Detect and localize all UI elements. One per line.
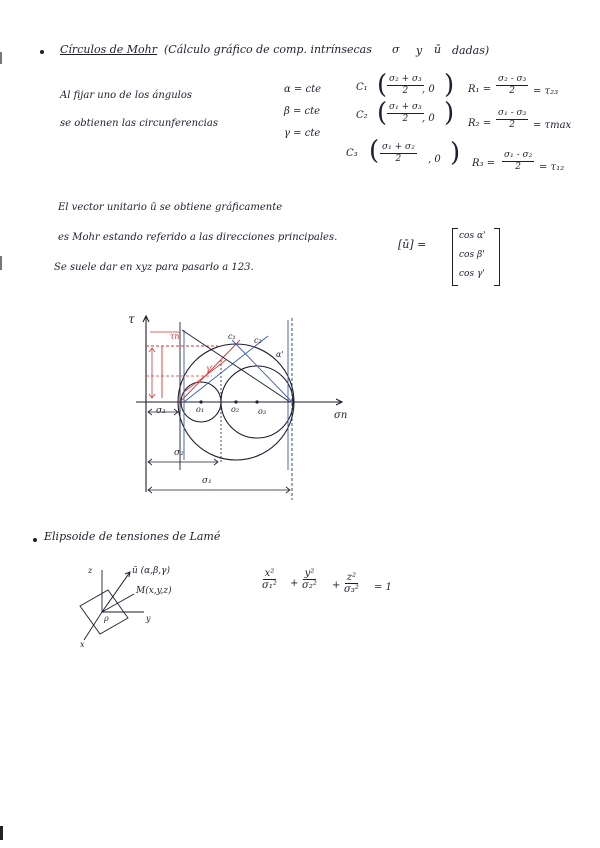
para2-line3: Se suele dar en xyz para pasarlo a 123. [54, 262, 254, 273]
matrix-entry-1: cos α' [459, 231, 486, 241]
frac-num: σ₂ - σ₃ [498, 74, 527, 84]
position-line [102, 594, 134, 612]
matrix-entry-3: cos γ' [459, 269, 485, 279]
label-c1: c₁ [228, 332, 236, 341]
para2-line2: es Mohr estando referido a las direcciones principales. [58, 232, 338, 243]
frac-den: 2 [402, 114, 409, 124]
frac-num: σ₁ + σ₂ [382, 142, 415, 152]
angle-gamma: γ = cte [284, 128, 321, 139]
frac-num: σ₂ + σ₃ [389, 74, 422, 84]
circle-radius-name-c1: R₁ = [468, 84, 492, 95]
circle-center-tail-c2: , 0 [422, 113, 435, 124]
eq-plus: + [290, 578, 299, 589]
sketch-z-label: z [88, 566, 93, 575]
sketch-rho-label: ρ [104, 614, 109, 623]
para1-line1: Al fijar uno de los ángulos [60, 90, 192, 101]
eq-term-y [302, 568, 317, 591]
frac-den: 2 [515, 162, 521, 172]
frac-num: z² [346, 572, 357, 583]
label-tau-n: τn [170, 332, 180, 341]
circle-radius-eq-c2: = τmax [533, 120, 572, 131]
frac-den: σ₂² [302, 580, 317, 591]
sketch-m-label: M(x,y,z) [136, 586, 172, 596]
label-c2: c₂ [254, 336, 262, 345]
circle-label-c2: C₂ [356, 110, 368, 121]
frac-den: 2 [402, 86, 409, 96]
sigma-axis-label: σn [334, 410, 348, 421]
circle-label-c1: C₁ [356, 82, 368, 93]
label-alpha: α' [276, 350, 284, 359]
frac-den: σ₁² [262, 580, 277, 591]
circle-radius-name-c3: R₃ = [472, 158, 496, 169]
label-sigma2: σ₂ [174, 448, 184, 458]
para1-line2: se obtienen las circunferencias [60, 118, 218, 129]
sketch-x-label: x [80, 640, 85, 649]
frac-den: 2 [509, 86, 515, 96]
eq-plus: + [332, 580, 341, 591]
heading-vector-u: ū [434, 43, 442, 56]
eq-term-z [344, 572, 359, 595]
label-sigma1: σ₁ [202, 476, 212, 486]
title-text: Círculos de Mohr [60, 43, 157, 56]
tau-axis-label: τ [128, 312, 135, 326]
x-axis [84, 612, 102, 640]
sketch-u-label: ū (α,β,γ) [132, 566, 171, 576]
paren-close: ) [444, 70, 455, 100]
label-o2: o₂ [231, 405, 240, 414]
frac-den: σ₃² [344, 584, 359, 595]
heading-tail: dadas) [452, 44, 490, 57]
eq-term-x [262, 568, 277, 591]
label-sigma3: σ₃ [156, 406, 166, 416]
unit-vector-line [102, 572, 130, 612]
subtitle-text: (Cálculo gráfico de comp. intrínsecas [164, 43, 372, 56]
paren-close: ) [450, 138, 461, 168]
frac-num: y² [304, 568, 315, 579]
paren-close: ) [444, 98, 455, 128]
circle-label-c3: C₃ [346, 148, 358, 159]
paren-open: ( [369, 136, 380, 166]
paren-open: ( [377, 70, 388, 100]
circle-center-tail-c3: , 0 [428, 154, 441, 165]
circle-radius-eq-c1: = τ₂₃ [533, 86, 559, 97]
matrix-entry-2: cos β' [459, 250, 485, 260]
heading-vector-sigma: σ [392, 43, 400, 56]
frac-num: σ₁ + σ₃ [389, 102, 422, 112]
para2-line1: El vector unitario ū se obtiene gráficamente [58, 202, 283, 213]
angle-beta: β = cte [284, 106, 321, 117]
frac-num: x² [264, 568, 275, 579]
circle-radius-name-c2: R₂ = [468, 118, 492, 129]
frac-den: 2 [509, 120, 515, 130]
circle-radius-eq-c3: = τ₁₂ [539, 162, 565, 173]
eq-equals-one: = 1 [374, 582, 392, 593]
label-o1: o₁ [196, 405, 205, 414]
circle-center-tail-c1: , 0 [422, 84, 435, 95]
label-gamma: γ' [206, 364, 213, 373]
vector-matrix-lhs: [ū] = [398, 238, 427, 251]
heading-conj: y [416, 44, 423, 57]
paren-open: ( [377, 98, 388, 128]
angle-alpha: α = cte [284, 84, 322, 95]
label-o3: o₃ [258, 407, 267, 416]
section2-title: Elipsoide de tensiones de Lamé [44, 530, 221, 543]
frac-den: 2 [395, 154, 402, 164]
sketch-y-label: y [146, 614, 151, 623]
frac-num: σ₁ - σ₃ [498, 108, 527, 118]
frac-num: σ₁ - σ₂ [504, 150, 533, 160]
